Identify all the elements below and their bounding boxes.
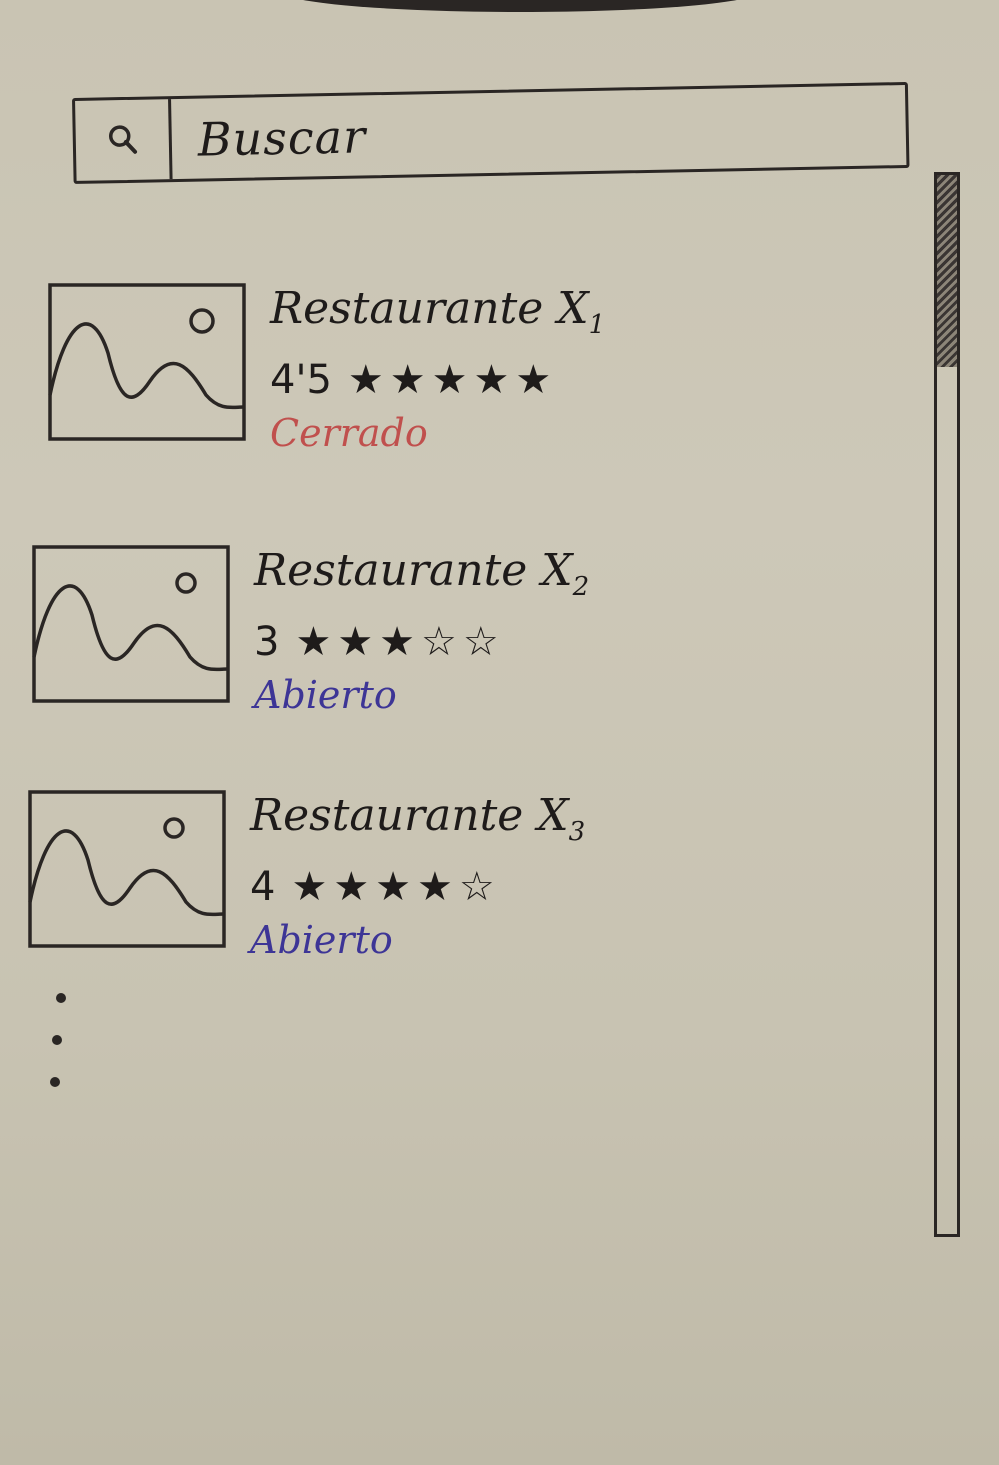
star-filled-icon: ★ [379, 618, 416, 665]
status-label: Abierto [254, 672, 397, 717]
star-filled-icon: ★ [431, 356, 468, 403]
restaurant-name[interactable]: Restaurante $X_1$ [270, 283, 606, 340]
restaurant-info [270, 283, 605, 457]
restaurant-item-3[interactable] [28, 790, 668, 960]
rating-value: 4 [250, 863, 276, 910]
image-placeholder-icon [48, 283, 246, 441]
restaurant-name[interactable]: Restaurante $X_2$ [254, 545, 590, 602]
rating-value: 4'5 [270, 356, 332, 403]
star-empty-icon: ☆ [462, 618, 499, 665]
more-indicator-dot [50, 1077, 60, 1087]
star-empty-icon: ☆ [458, 863, 495, 910]
rating-row [270, 351, 605, 409]
star-filled-icon: ★ [473, 356, 510, 403]
scrollbar[interactable] [934, 172, 960, 1237]
rating-row [250, 858, 585, 916]
restaurant-index: 1 [588, 309, 606, 340]
status-label: Abierto [250, 917, 393, 962]
restaurant-index: 3 [568, 816, 586, 847]
restaurant-item-1[interactable] [48, 283, 688, 453]
rating-value: 3 [254, 618, 280, 665]
restaurant-info [250, 790, 585, 964]
search-icon [102, 120, 143, 161]
star-filled-icon: ★ [337, 618, 374, 665]
star-filled-icon: ★ [333, 863, 370, 910]
star-empty-icon: ☆ [421, 618, 457, 665]
search-bar[interactable] [72, 82, 909, 184]
top-shadow [280, 0, 760, 12]
status-label: Cerrado [270, 410, 428, 455]
star-filled-icon: ★ [375, 863, 412, 910]
image-placeholder-icon [32, 545, 230, 703]
star-filled-icon: ★ [515, 356, 552, 403]
search-icon-box[interactable] [75, 99, 173, 181]
star-filled-icon: ★ [295, 618, 332, 665]
more-indicator-dot [52, 1035, 62, 1045]
restaurant-index: 2 [572, 571, 590, 602]
search-input[interactable]: Buscar [197, 109, 367, 167]
more-indicator-dot [56, 993, 66, 1003]
star-filled-icon: ★ [417, 863, 453, 910]
restaurant-name[interactable]: Restaurante $X_3$ [250, 790, 586, 847]
scrollbar-thumb[interactable] [937, 175, 957, 367]
star-filled-icon: ★ [291, 863, 328, 910]
restaurant-info [254, 545, 589, 719]
star-filled-icon: ★ [389, 356, 426, 403]
image-placeholder-icon [28, 790, 226, 948]
star-filled-icon: ★ [347, 356, 384, 403]
restaurant-item-2[interactable] [32, 545, 672, 715]
rating-row [254, 613, 589, 671]
